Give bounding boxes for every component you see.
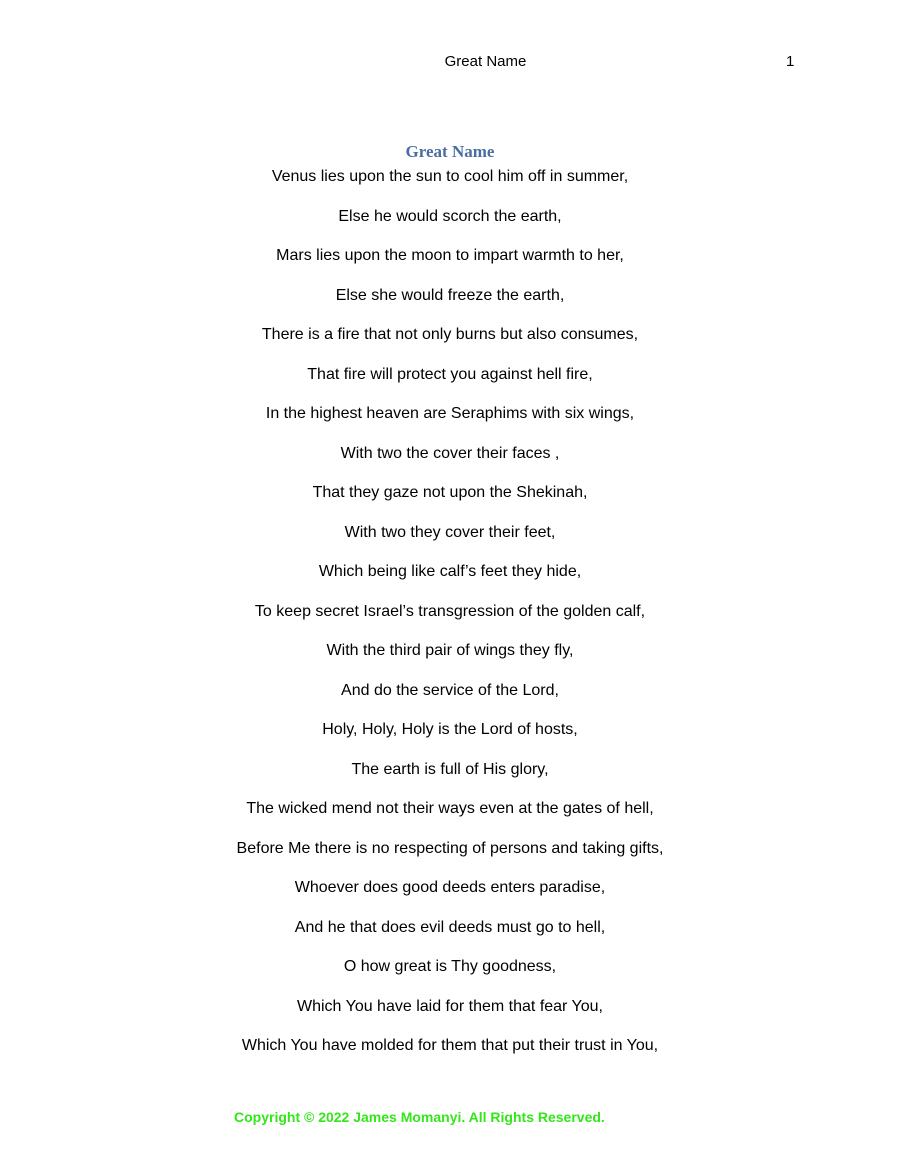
- poem-line: Which being like calf’s feet they hide,: [318, 563, 582, 580]
- poem-line: Venus lies upon the sun to cool him off in summer,: [271, 168, 629, 185]
- poem-line: Else she would freeze the earth,: [335, 286, 565, 304]
- poem-line: Holy, Holy, Holy is the Lord of hosts,: [322, 721, 578, 738]
- poem-line: Else he would scorch the earth,: [338, 207, 562, 225]
- page-number: 1: [786, 53, 795, 70]
- poem-line: Which You have molded for them that put their trust in You,: [241, 1037, 659, 1054]
- poem-line: Mars lies upon the moon to impart warmth to her,: [276, 247, 624, 264]
- poem-title: Great Name: [405, 142, 495, 161]
- poem-line: With two the cover their faces ,: [340, 444, 560, 462]
- poem-line: That fire will protect you against hell fire,: [307, 365, 593, 383]
- poem-line: The wicked mend not their ways even at the gates of hell,: [246, 800, 654, 817]
- poem-line: That they gaze not upon the Shekinah,: [312, 484, 588, 501]
- poem-line: Which You have laid for them that fear You,: [297, 997, 603, 1015]
- poem-line: O how great is Thy goodness,: [343, 958, 557, 975]
- poem-line: Before Me there is no respecting of persons and taking gifts,: [236, 839, 664, 857]
- poem-line: And do the service of the Lord,: [341, 681, 559, 699]
- poem-line: In the highest heaven are Seraphims with six wings,: [265, 405, 635, 422]
- poem-line: And he that does evil deeds must go to hell,: [294, 918, 606, 936]
- poem-line: Whoever does good deeds enters paradise,: [294, 879, 606, 896]
- copyright-notice: Copyright © 2022 James Momanyi. All Rights Reserved.: [234, 1109, 605, 1125]
- poem-line: With two they cover their feet,: [344, 523, 556, 541]
- poem-line: To keep secret Israel’s transgression of the golden calf,: [254, 602, 646, 620]
- poem-line: There is a fire that not only burns but also consumes,: [261, 326, 639, 343]
- poem-line: The earth is full of His glory,: [351, 760, 549, 778]
- running-header-title: Great Name: [444, 53, 527, 70]
- poem-lines: [0, 166, 900, 1075]
- poem-line: With the third pair of wings they fly,: [326, 642, 574, 659]
